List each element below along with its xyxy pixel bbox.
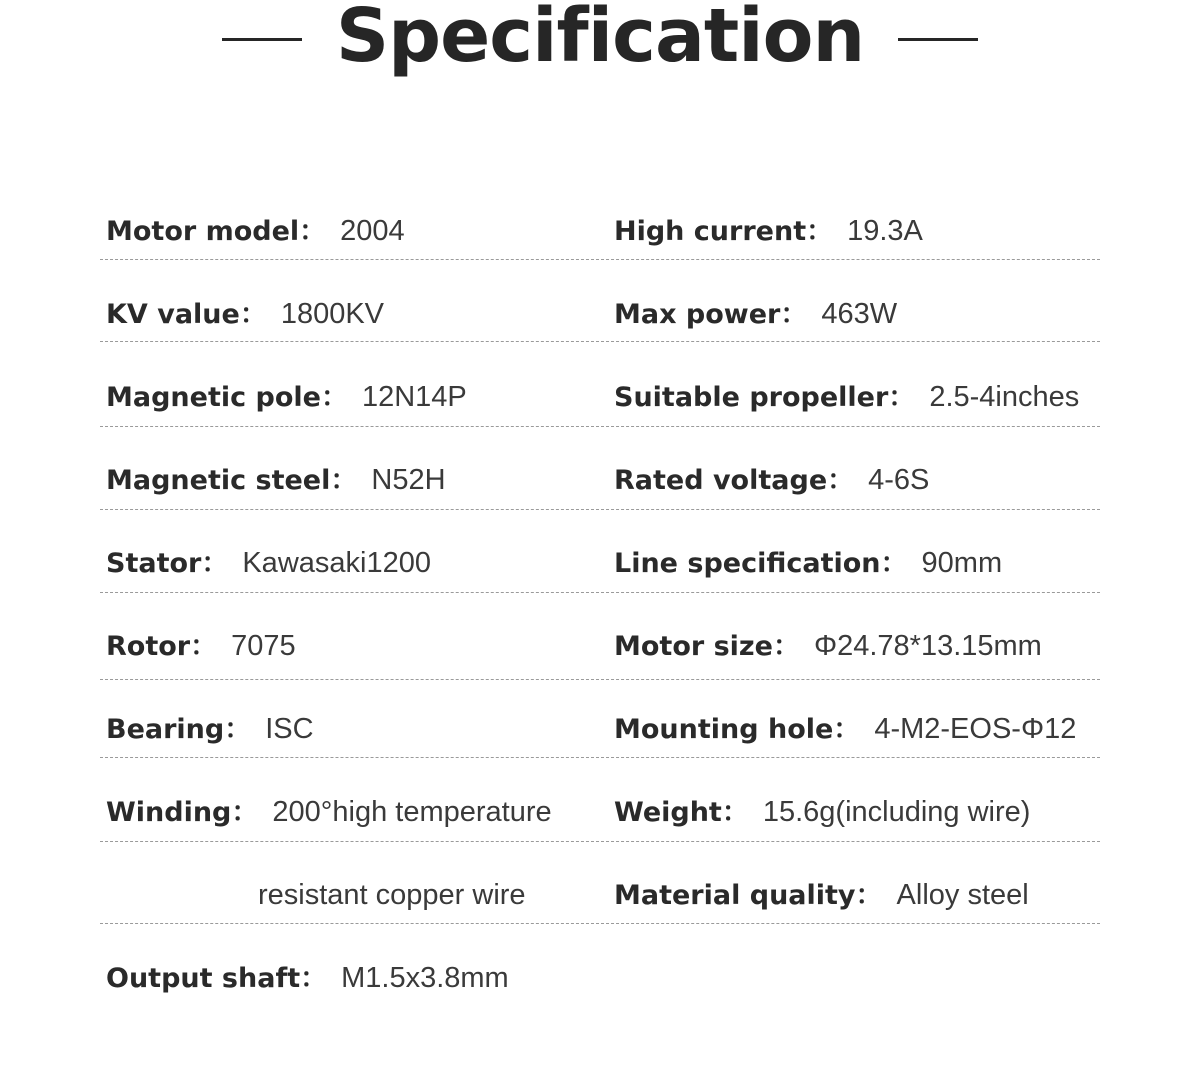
spec-line-specification [614, 543, 1002, 583]
row-divider [100, 341, 1100, 342]
spec-label: Rotor： [106, 631, 218, 662]
spec-row [0, 792, 1200, 832]
spec-label: KV value： [106, 299, 267, 330]
spec-label: Material quality： [614, 880, 883, 911]
spec-motor-model [106, 211, 405, 251]
row-divider [100, 509, 1100, 510]
spec-value: ISC [265, 713, 314, 745]
spec-value: 2004 [340, 215, 405, 247]
spec-value: 4-M2-EOS-Φ12 [874, 713, 1077, 745]
spec-label: Line specification： [614, 548, 908, 579]
spec-row [0, 377, 1200, 417]
spec-stator [106, 543, 431, 583]
spec-label: High current： [614, 216, 834, 247]
spec-row [0, 543, 1200, 583]
title-section [0, 0, 1200, 80]
spec-row [0, 709, 1200, 749]
spec-label: Bearing： [106, 714, 252, 745]
spec-suitable-propeller [614, 377, 1079, 417]
spec-label: Magnetic steel： [106, 465, 358, 496]
spec-value: N52H [371, 464, 446, 496]
spec-label: Weight： [614, 797, 749, 828]
spec-label: Suitable propeller： [614, 382, 916, 413]
spec-row [0, 958, 1200, 998]
spec-label: Max power： [614, 299, 808, 330]
spec-row [0, 626, 1200, 666]
title-left-rule [222, 38, 302, 41]
spec-output-shaft [106, 958, 509, 998]
row-divider [100, 592, 1100, 593]
spec-rotor [106, 626, 296, 666]
spec-value: 200°high temperature [272, 796, 552, 828]
page-title: Specification [335, 0, 865, 79]
spec-max-power [614, 294, 897, 334]
spec-value: 4-6S [868, 464, 930, 496]
spec-winding-continued: resistant copper wire [258, 879, 526, 911]
spec-value: Alloy steel [896, 879, 1029, 911]
spec-label: Output shaft： [106, 963, 328, 994]
spec-label: Mounting hole： [614, 714, 861, 745]
spec-value: 463W [821, 298, 898, 330]
spec-row [0, 875, 1200, 915]
spec-value: 12N14P [361, 381, 467, 413]
spec-weight [614, 792, 1030, 832]
row-divider [100, 679, 1100, 680]
spec-row [0, 211, 1200, 251]
spec-value: 15.6g(including wire) [762, 796, 1031, 828]
spec-label: Magnetic pole： [106, 382, 348, 413]
row-divider [100, 757, 1100, 758]
spec-value: 1800KV [280, 298, 385, 330]
spec-value: 7075 [231, 630, 296, 662]
spec-bearing [106, 709, 314, 749]
row-divider [100, 259, 1100, 260]
spec-value: Φ24.78*13.15mm [813, 630, 1042, 662]
spec-value: Kawasaki1200 [242, 547, 431, 579]
spec-value: 2.5-4inches [929, 381, 1080, 413]
spec-magnetic-steel [106, 460, 446, 500]
spec-label: Winding： [106, 797, 259, 828]
row-divider [100, 841, 1100, 842]
spec-magnetic-pole [106, 377, 467, 417]
spec-label: Rated voltage： [614, 465, 855, 496]
spec-high-current [614, 211, 923, 251]
spec-mounting-hole [614, 709, 1076, 749]
spec-value: M1.5x3.8mm [341, 962, 509, 994]
title-right-rule [898, 38, 978, 41]
spec-rated-voltage [614, 460, 929, 500]
spec-value: 19.3A [847, 215, 923, 247]
spec-label: Motor model： [106, 216, 327, 247]
spec-motor-size [614, 626, 1042, 666]
spec-label: Stator： [106, 548, 229, 579]
row-divider [100, 426, 1100, 427]
row-divider [100, 923, 1100, 924]
spec-row [0, 294, 1200, 334]
spec-material-quality [614, 875, 1029, 915]
spec-label: Motor size： [614, 631, 800, 662]
spec-winding [106, 792, 552, 832]
spec-kv-value [106, 294, 384, 334]
spec-row [0, 460, 1200, 500]
spec-value: 90mm [921, 547, 1003, 579]
